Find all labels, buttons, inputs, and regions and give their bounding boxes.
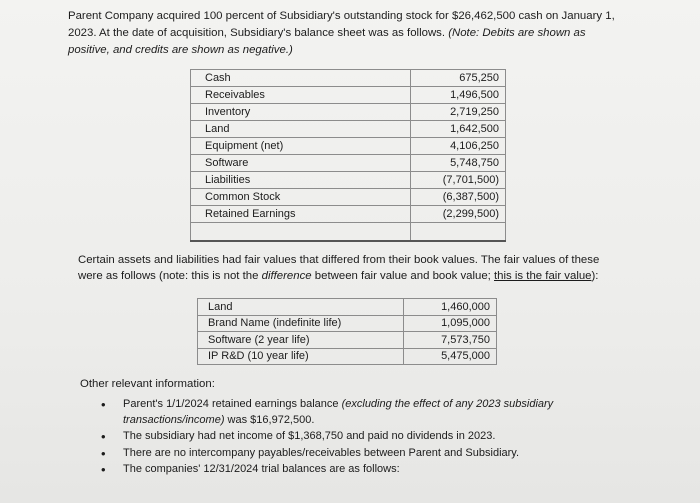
fv-text-1: Certain assets and liabilities had fair values that differed from their book values. The fair values of these were as follows (note: this is not the — [78, 254, 600, 282]
bullet-text: The subsidiary had net income of $1,368,750 and paid no dividends in 2023. — [123, 430, 496, 442]
row-value: (7,701,500) — [411, 172, 506, 189]
bullet-icon: • — [101, 429, 106, 444]
bullet-text-end: was $16,972,500. — [224, 413, 315, 426]
row-value: (6,387,500) — [411, 189, 506, 206]
table-row — [198, 299, 497, 316]
other-info-heading: Other relevant information: — [80, 378, 215, 390]
bullet-icon: • — [101, 445, 106, 461]
table-row — [191, 172, 506, 189]
list-item — [95, 429, 615, 445]
list-item — [95, 462, 615, 478]
row-value: 675,250 — [411, 70, 506, 87]
table-total-row — [191, 223, 506, 242]
row-value: 1,460,000 — [404, 299, 497, 316]
row-value: 4,106,250 — [411, 138, 506, 155]
table-row — [191, 206, 506, 223]
row-label: Retained Earnings — [191, 206, 411, 223]
list-item — [95, 446, 615, 462]
list-item — [95, 397, 615, 428]
intro-paragraph — [68, 8, 628, 59]
fair-value-paragraph — [78, 252, 623, 284]
row-label: Liabilities — [191, 172, 411, 189]
table-row — [191, 138, 506, 155]
fv-underlined: this is the fair value — [494, 270, 592, 282]
row-value: 5,475,000 — [404, 348, 497, 365]
bullet-icon: • — [101, 462, 106, 477]
table-row — [191, 189, 506, 206]
row-label: Cash — [191, 70, 411, 87]
row-label: IP R&D (10 year life) — [198, 348, 404, 365]
bullet-icon: • — [101, 397, 106, 412]
balance-sheet-table — [190, 69, 506, 242]
other-info-list — [95, 397, 615, 479]
table-row — [191, 70, 506, 87]
table-row — [191, 87, 506, 104]
row-label: Land — [198, 299, 404, 316]
row-value: 1,496,500 — [411, 87, 506, 104]
total-label-cell — [191, 223, 411, 242]
row-label: Brand Name (indefinite life) — [198, 315, 404, 332]
row-value: 5,748,750 — [411, 155, 506, 172]
table-row — [191, 104, 506, 121]
bullet-text: Parent's 1/1/2024 retained earnings balance — [123, 398, 342, 410]
bullet-italic-text: (excluding the effect of any 2023 subsidiary transactions/income) — [123, 398, 554, 426]
row-value: 7,573,750 — [404, 332, 497, 349]
row-label: Software — [191, 155, 411, 172]
row-label: Equipment (net) — [191, 138, 411, 155]
table-row — [191, 155, 506, 172]
fv-text-2: between fair value and book value; — [311, 270, 495, 282]
row-label: Software (2 year life) — [198, 332, 404, 349]
row-label: Land — [191, 121, 411, 138]
row-value: (2,299,500) — [411, 206, 506, 223]
fv-emphasis: difference — [261, 270, 312, 282]
table-row — [198, 348, 497, 365]
row-label: Inventory — [191, 104, 411, 121]
row-value: 2,719,250 — [411, 104, 506, 121]
table-row — [198, 315, 497, 332]
total-value-cell — [411, 223, 506, 242]
row-value: 1,095,000 — [404, 315, 497, 332]
row-label: Common Stock — [191, 189, 411, 206]
intro-note: (Note: Debits are shown as positive, and credits are shown as negative.) — [68, 27, 586, 56]
row-label: Receivables — [191, 87, 411, 104]
bullet-text: The companies' 12/31/2024 trial balances are as follows: — [123, 463, 400, 475]
bullet-text: There are no intercompany payables/receivables between Parent and Subsidiary. — [123, 446, 520, 459]
row-value: 1,642,500 — [411, 121, 506, 138]
intro-text: Parent Company acquired 100 percent of Subsidiary's outstanding stock for $26,462,500 cash on January 1, 2023. At the date of acquisition, Subsidiary's balance sheet was as follows. — [68, 10, 615, 39]
fair-value-table — [197, 298, 497, 365]
fv-text-3: ): — [591, 270, 599, 282]
table-row — [198, 332, 497, 349]
table-row — [191, 121, 506, 138]
